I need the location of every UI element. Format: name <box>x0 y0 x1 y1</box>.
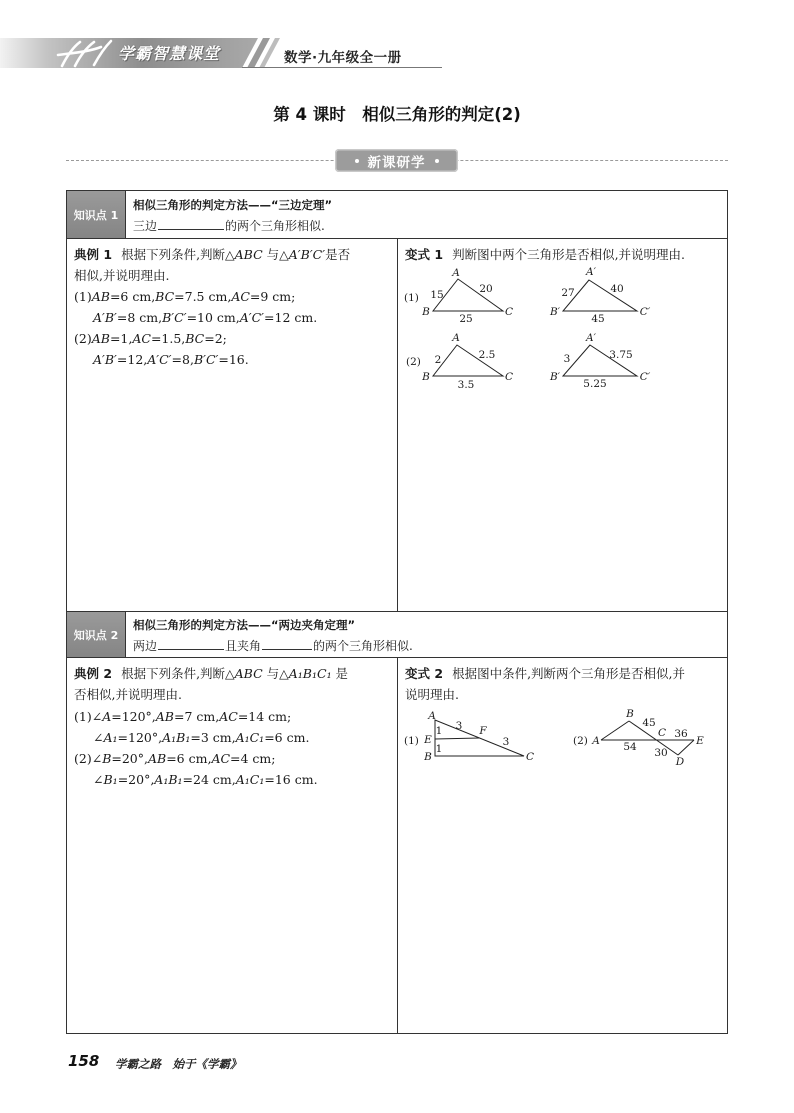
vertex-label: C′ <box>639 371 651 383</box>
math-variable: AC <box>132 331 151 346</box>
math-variable: AB <box>147 751 167 767</box>
math-variable: AC <box>211 751 231 767</box>
vertex-label: A <box>452 332 460 344</box>
math-variable: B′C′ <box>162 310 187 325</box>
segment-length: 1 <box>435 725 443 737</box>
figure-2 <box>573 708 704 767</box>
vertex-label: C <box>504 371 514 383</box>
example-condition: A′B′=8 cm,B′C′=10 cm,A′C′=12 cm. <box>93 310 318 325</box>
math-variable: A′C′ <box>147 352 172 367</box>
variant-prompt-line <box>405 663 723 684</box>
kp1-statement <box>133 218 325 234</box>
math-variable: BC <box>155 289 175 304</box>
variant2 <box>405 663 723 706</box>
kp1-label <box>67 191 126 238</box>
section-badge-text: 新课研学 <box>367 154 426 171</box>
variant-prompt-line: 说明理由. <box>405 687 459 703</box>
statement-text: 两边 <box>133 639 158 653</box>
point-label: E <box>696 735 704 747</box>
variant1-figures <box>397 260 727 396</box>
math-variable: A₁C₁ <box>235 729 265 745</box>
footer-slogan: 学霸之路 始于《学霸》 <box>115 1057 242 1071</box>
statement-text: 三边 <box>133 219 158 233</box>
triangle-a-prime <box>549 266 651 325</box>
statement-text: 且夹角 <box>225 639 262 653</box>
triangle-abc <box>421 332 513 391</box>
example-prompt-line: 否相似,并说明理由. <box>74 687 182 703</box>
point-label: C <box>657 727 667 739</box>
logo-text: 学霸智慧课堂 <box>118 44 221 63</box>
figure-index: (1) <box>404 292 419 304</box>
example-condition: (1)∠A=120°,AB=7 cm,AC=14 cm; <box>74 708 292 724</box>
vertex-label: B <box>422 371 430 383</box>
side-length: 3 <box>563 353 571 365</box>
point-label: C <box>525 751 535 763</box>
kp-label-text: 知识点 2 <box>73 628 119 642</box>
book-subject: 数学·九年级全一册 <box>284 50 402 66</box>
example-tag: 典例 1 <box>74 247 113 262</box>
point-label: D <box>675 756 685 767</box>
math-variable: AB <box>91 331 110 346</box>
figure-1 <box>404 266 651 325</box>
math-variable: A₁B₁C₁ <box>288 666 332 681</box>
math-variable: A <box>102 708 112 724</box>
math-variable: A′B′ <box>93 352 117 367</box>
segment-length: 45 <box>642 717 656 729</box>
segment-length: 3 <box>502 736 510 748</box>
segment-de <box>678 740 694 755</box>
page-number: 158 <box>68 1052 100 1070</box>
segment-ef <box>435 738 480 739</box>
math-variable: AC <box>231 289 250 304</box>
variant-tag: 变式 1 <box>405 247 444 262</box>
example-condition: (2)AB=1,AC=1.5,BC=2; <box>74 331 227 346</box>
triangle-abc <box>421 267 513 325</box>
example-prompt: 根据下列条件,判断△ABC 与△A₁B₁C₁ 是 <box>121 666 349 681</box>
math-variable: AB <box>91 289 110 304</box>
vertex-label: A′ <box>586 266 596 278</box>
math-variable: AB <box>155 708 174 724</box>
math-variable: BC <box>185 331 205 346</box>
example-prompt-line: 相似,并说明理由. <box>74 268 170 283</box>
segment-ab <box>601 721 629 740</box>
vertex-label: A′ <box>586 332 596 344</box>
side-length: 5.25 <box>583 378 607 390</box>
side-length: 27 <box>561 287 575 299</box>
variant-prompt: 根据图中条件,判断两个三角形是否相似,并 <box>452 666 686 681</box>
math-variable: B₁ <box>103 772 118 788</box>
answer-blank <box>158 218 224 230</box>
badge-dot-icon <box>435 159 439 163</box>
figure-2 <box>406 332 651 391</box>
variant-prompt: 判断图中两个三角形是否相似,并说明理由. <box>452 247 686 262</box>
segment-length: 3 <box>455 720 463 732</box>
figure-1 <box>404 710 534 763</box>
vertex-label: C′ <box>639 306 651 318</box>
example-tag: 典例 2 <box>74 666 113 681</box>
side-length: 15 <box>430 289 444 301</box>
math-variable: ABC <box>234 247 263 262</box>
example-prompt-line <box>74 244 392 265</box>
segment-length: 54 <box>623 741 637 753</box>
example-condition: ∠A₁=120°,A₁B₁=3 cm,A₁C₁=6 cm. <box>93 729 310 745</box>
segment-length: 1 <box>435 743 443 755</box>
statement-text: 的两个三角形相似. <box>313 639 413 653</box>
math-variable: A′B′ <box>93 310 117 325</box>
example-condition: (1)AB=6 cm,BC=7.5 cm,AC=9 cm; <box>74 289 296 304</box>
example-condition: ∠B₁=20°,A₁B₁=24 cm,A₁C₁=16 cm. <box>93 772 318 788</box>
vertex-label: B′ <box>549 371 561 383</box>
math-variable: ABC <box>234 666 263 681</box>
math-variable: A₁ <box>103 729 118 745</box>
kp2-label <box>67 612 126 657</box>
point-label: A <box>428 710 436 722</box>
lesson-title: 第 4 课时 相似三角形的判定(2) <box>273 105 521 124</box>
side-length: 3.5 <box>457 379 475 391</box>
kp2-heading: 相似三角形的判定方法——“两边夹角定理” <box>133 618 356 632</box>
vertex-label: A <box>452 267 460 279</box>
side-length: 2.5 <box>478 349 496 361</box>
math-variable: A₁B₁ <box>162 729 191 745</box>
side-length: 45 <box>591 313 605 325</box>
answer-blank <box>262 638 312 650</box>
math-variable: AC <box>219 708 238 724</box>
example2 <box>74 663 392 791</box>
side-length: 25 <box>459 313 473 325</box>
side-length: 20 <box>479 283 493 295</box>
point-label: B <box>424 751 432 763</box>
triangle-a-prime <box>549 332 651 390</box>
example1 <box>74 244 392 370</box>
kp-label-text: 知识点 1 <box>73 208 119 222</box>
math-variable: A₁B₁ <box>154 772 183 788</box>
figure-index: (2) <box>573 735 588 747</box>
math-variable: A′B′C′ <box>288 247 326 262</box>
point-label: A <box>592 735 600 747</box>
variant-tag: 变式 2 <box>405 666 444 681</box>
figure-index: (1) <box>404 735 419 747</box>
vertex-label: B′ <box>549 306 561 318</box>
example-condition: A′B′=12,A′C′=8,B′C′=16. <box>93 352 249 367</box>
figure-index: (2) <box>406 356 421 368</box>
point-label: F <box>479 725 487 737</box>
side-length: 2 <box>434 354 442 366</box>
side-length: 3.75 <box>609 349 633 361</box>
vertex-label: B <box>422 306 430 318</box>
kp1-heading: 相似三角形的判定方法——“三边定理” <box>133 198 333 212</box>
example-prompt: 根据下列条件,判断△ABC 与△A′B′C′是否 <box>121 247 351 262</box>
segment-length: 30 <box>654 747 668 759</box>
answer-blank <box>158 638 224 650</box>
point-label: E <box>424 734 432 746</box>
vertex-label: C <box>504 306 514 318</box>
math-variable: B <box>102 751 112 767</box>
statement-text: 的两个三角形相似. <box>225 219 325 233</box>
example-condition: (2)∠B=20°,AB=6 cm,AC=4 cm; <box>74 751 276 767</box>
math-variable: B′C′ <box>193 352 219 367</box>
point-label: B <box>626 708 634 720</box>
badge-dot-icon <box>355 159 359 163</box>
segment-length: 36 <box>674 728 688 740</box>
variant2-figures <box>397 705 727 767</box>
math-variable: A₁C₁ <box>235 772 265 788</box>
kp2-statement <box>133 638 413 654</box>
table-rule <box>66 611 728 612</box>
section-badge <box>335 149 458 172</box>
example-prompt-line <box>74 663 392 684</box>
side-length: 40 <box>610 283 624 295</box>
math-variable: A′C′ <box>239 310 265 325</box>
